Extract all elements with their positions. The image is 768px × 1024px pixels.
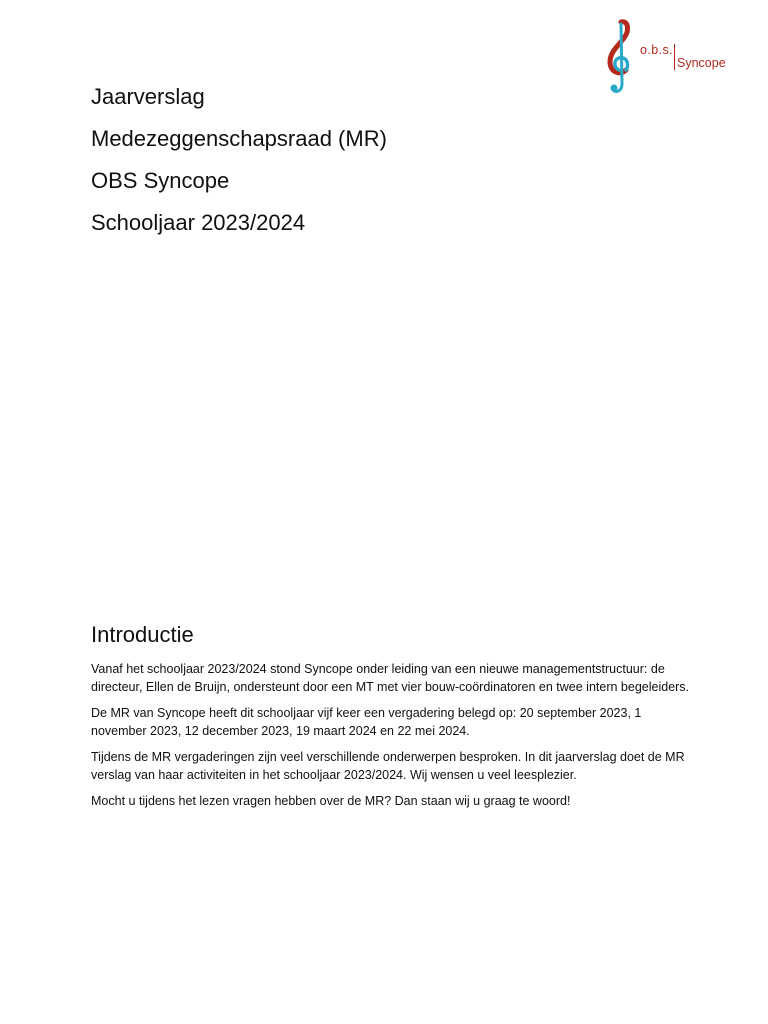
- title-school: OBS Syncope: [91, 168, 230, 193]
- logo-school-name: Syncope: [677, 56, 726, 70]
- title-school-year: Schooljaar 2023/2024: [91, 210, 306, 235]
- intro-paragraph: Mocht u tijdens het lezen vragen hebben over de MR? Dan staan wij u graag te woord!: [91, 794, 571, 808]
- school-logo: [602, 18, 732, 98]
- title-council: Medezeggenschapsraad (MR): [91, 126, 387, 151]
- section-heading: Introductie: [91, 622, 194, 647]
- treble-clef-icon: [602, 18, 638, 98]
- intro-paragraph: Vanaf het schooljaar 2023/2024 stond Syncope onder leiding van een nieuwe managementstructuur: de directeur, Ellen de Bruijn, ondersteunt door een MT met vier bouw-coördinatoren en twee intern begeleiders.: [91, 662, 690, 694]
- introduction-section: [91, 620, 691, 820]
- title-report: Jaarverslag: [91, 84, 205, 109]
- intro-paragraph: Tijdens de MR vergaderingen zijn veel verschillende onderwerpen besproken. In dit jaarverslag doet de MR verslag van haar activiteiten in het schooljaar 2023/2024. Wij wensen u veel leesplezier.: [91, 750, 685, 782]
- intro-paragraph: De MR van Syncope heeft dit schooljaar vijf keer een vergadering belegd op: 20 september 2023, 1 november 2023, 12 december 2023, 19 maart 2024 en 22 mei 2024.: [91, 706, 642, 738]
- document-title-block: [91, 76, 387, 244]
- logo-abbreviation: o.b.s.: [640, 43, 673, 57]
- logo-divider: [674, 44, 675, 70]
